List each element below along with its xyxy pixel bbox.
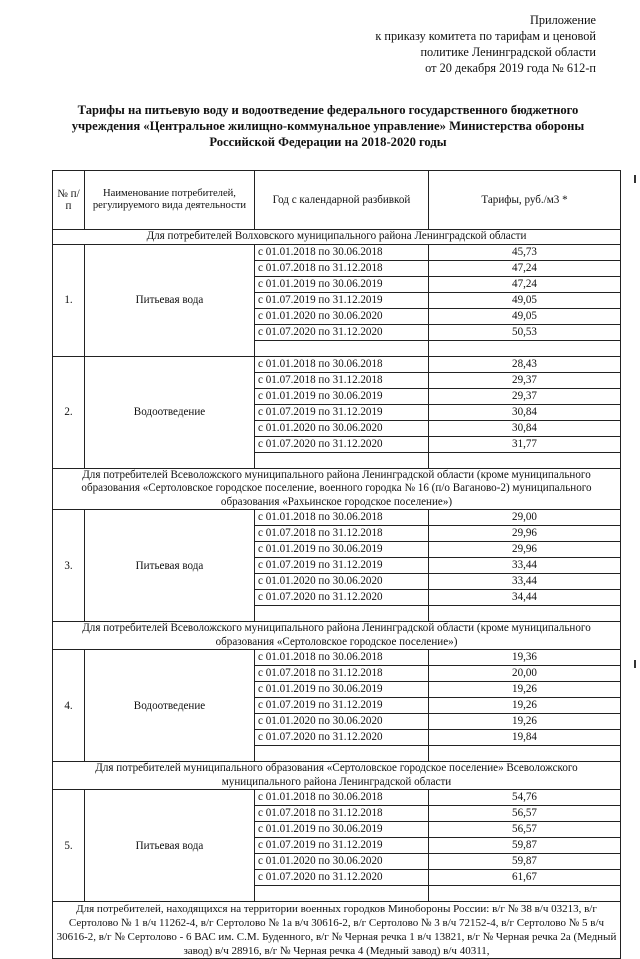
header-period: Год с календарной разбивкой (255, 171, 429, 230)
section-row (53, 468, 621, 510)
period-cell: с 01.07.2020 по 31.12.2020 (255, 870, 429, 886)
service-name: Питьевая вода (85, 790, 255, 902)
price-cell: 47,24 (429, 260, 621, 276)
empty-cell (429, 746, 621, 762)
price-cell: 29,37 (429, 372, 621, 388)
period-cell: с 01.07.2020 по 31.12.2020 (255, 730, 429, 746)
table-row (53, 790, 621, 806)
row-number: 5. (53, 790, 85, 902)
table-row (53, 356, 621, 372)
period-cell: с 01.01.2019 по 30.06.2019 (255, 822, 429, 838)
price-cell: 19,26 (429, 714, 621, 730)
margin-mark (634, 175, 636, 183)
price-cell: 31,77 (429, 436, 621, 452)
footer-row (53, 902, 621, 959)
table-header-row (53, 171, 621, 230)
period-cell: с 01.01.2018 по 30.06.2018 (255, 244, 429, 260)
header-no: № п/п (53, 171, 85, 230)
period-cell: с 01.07.2018 по 31.12.2018 (255, 806, 429, 822)
period-cell: с 01.01.2018 по 30.06.2018 (255, 510, 429, 526)
period-cell: с 01.07.2019 по 31.12.2019 (255, 404, 429, 420)
empty-cell (255, 606, 429, 622)
section-row (53, 230, 621, 245)
section-row (53, 762, 621, 790)
margin-mark (634, 660, 636, 668)
appendix-line: политике Ленинградской области (420, 45, 596, 59)
table-row (53, 510, 621, 526)
price-cell: 33,44 (429, 558, 621, 574)
price-cell: 29,96 (429, 526, 621, 542)
price-cell: 33,44 (429, 574, 621, 590)
period-cell: с 01.01.2019 по 30.06.2019 (255, 388, 429, 404)
row-number: 1. (53, 244, 85, 356)
period-cell: с 01.01.2019 по 30.06.2019 (255, 276, 429, 292)
price-cell: 29,00 (429, 510, 621, 526)
military-towns-caption: Для потребителей, находящихся на территории военных городков Минобороны России: в/г № 38 в/ч 03213, в/г Сертолово № 1 в/ч 11262-4, в/г Сертолово № 1а в/ч 30616-2, в/г Сертолово № 3 в/ч 72152-4, в/г Сертолово № 5 в/ч 30616-2, в/г № Сертолово - 6 ВАС им. С.М. Буденного, в/г № Черная речка 1 в/ч 13821, в/г № Черная речка 2а (Медный завод) в/ч 28916, в/г № Черная речка 4 (Медный завод) в/ч 40311, (53, 902, 621, 959)
price-cell: 19,84 (429, 730, 621, 746)
price-cell: 59,87 (429, 854, 621, 870)
service-name: Водоотведение (85, 650, 255, 762)
period-cell: с 01.07.2018 по 31.12.2018 (255, 526, 429, 542)
row-number: 4. (53, 650, 85, 762)
period-cell: с 01.01.2020 по 30.06.2020 (255, 714, 429, 730)
service-name: Питьевая вода (85, 244, 255, 356)
header-name: Наименование потребителей, регулируемого вида деятельности (85, 171, 255, 230)
price-cell: 19,36 (429, 650, 621, 666)
section-caption: Для потребителей Всеволожского муниципального района Ленинградской области (кроме муниципального образования «Сертоловское городское поселение») (53, 622, 621, 650)
empty-cell (429, 886, 621, 902)
empty-cell (429, 340, 621, 356)
period-cell: с 01.01.2018 по 30.06.2018 (255, 650, 429, 666)
period-cell: с 01.07.2018 по 31.12.2018 (255, 260, 429, 276)
empty-cell (255, 886, 429, 902)
price-cell: 20,00 (429, 666, 621, 682)
period-cell: с 01.07.2018 по 31.12.2018 (255, 372, 429, 388)
price-cell: 28,43 (429, 356, 621, 372)
period-cell: с 01.07.2019 по 31.12.2019 (255, 558, 429, 574)
period-cell: с 01.01.2020 по 30.06.2020 (255, 574, 429, 590)
period-cell: с 01.01.2020 по 30.06.2020 (255, 420, 429, 436)
table-row (53, 650, 621, 666)
section-caption: Для потребителей муниципального образования «Сертоловское городское поселение» Всеволожского муниципального района Ленинградской области (53, 762, 621, 790)
period-cell: с 01.07.2019 по 31.12.2019 (255, 838, 429, 854)
price-cell: 47,24 (429, 276, 621, 292)
section-row (53, 622, 621, 650)
tariff-table (52, 170, 621, 959)
price-cell: 50,53 (429, 324, 621, 340)
period-cell: с 01.07.2019 по 31.12.2019 (255, 292, 429, 308)
empty-cell (429, 452, 621, 468)
section-caption: Для потребителей Волховского муниципального района Ленинградской области (53, 230, 621, 245)
period-cell: с 01.07.2019 по 31.12.2019 (255, 698, 429, 714)
document-title: Тарифы на питьевую воду и водоотведение федерального государственного бюджетного учреждения «Центральное жилищно-коммунальное управление» Министерства обороны Российской Федерации на 2018-2020 годы (71, 103, 585, 149)
price-cell: 59,87 (429, 838, 621, 854)
empty-cell (255, 746, 429, 762)
service-name: Водоотведение (85, 356, 255, 468)
empty-cell (255, 340, 429, 356)
price-cell: 56,57 (429, 822, 621, 838)
price-cell: 56,57 (429, 806, 621, 822)
period-cell: с 01.01.2019 по 30.06.2019 (255, 542, 429, 558)
period-cell: с 01.01.2019 по 30.06.2019 (255, 682, 429, 698)
appendix-line: Приложение (530, 13, 596, 27)
row-number: 3. (53, 510, 85, 622)
period-cell: с 01.01.2020 по 30.06.2020 (255, 854, 429, 870)
appendix-block (316, 12, 596, 76)
price-cell: 29,37 (429, 388, 621, 404)
price-cell: 45,73 (429, 244, 621, 260)
period-cell: с 01.01.2018 по 30.06.2018 (255, 790, 429, 806)
appendix-line: к приказу комитета по тарифам и ценовой (375, 29, 596, 43)
period-cell: с 01.07.2020 по 31.12.2020 (255, 590, 429, 606)
appendix-line: от 20 декабря 2019 года № 612-п (425, 61, 596, 75)
section-caption: Для потребителей Всеволожского муниципального района Ленинградской области (кроме муниципального образования «Сертоловское городское поселение, военного городка № 16 (п/о Ваганово-2) муниципального образования «Рахьинское городское поселение») (53, 468, 621, 510)
period-cell: с 01.07.2018 по 31.12.2018 (255, 666, 429, 682)
price-cell: 30,84 (429, 404, 621, 420)
empty-cell (255, 452, 429, 468)
service-name: Питьевая вода (85, 510, 255, 622)
table-row (53, 244, 621, 260)
row-number: 2. (53, 356, 85, 468)
period-cell: с 01.01.2020 по 30.06.2020 (255, 308, 429, 324)
period-cell: с 01.01.2018 по 30.06.2018 (255, 356, 429, 372)
price-cell: 34,44 (429, 590, 621, 606)
price-cell: 54,76 (429, 790, 621, 806)
period-cell: с 01.07.2020 по 31.12.2020 (255, 324, 429, 340)
price-cell: 30,84 (429, 420, 621, 436)
price-cell: 61,67 (429, 870, 621, 886)
period-cell: с 01.07.2020 по 31.12.2020 (255, 436, 429, 452)
price-cell: 49,05 (429, 308, 621, 324)
price-cell: 19,26 (429, 698, 621, 714)
price-cell: 49,05 (429, 292, 621, 308)
header-price: Тарифы, руб./м3 * (429, 171, 621, 230)
price-cell: 19,26 (429, 682, 621, 698)
empty-cell (429, 606, 621, 622)
price-cell: 29,96 (429, 542, 621, 558)
